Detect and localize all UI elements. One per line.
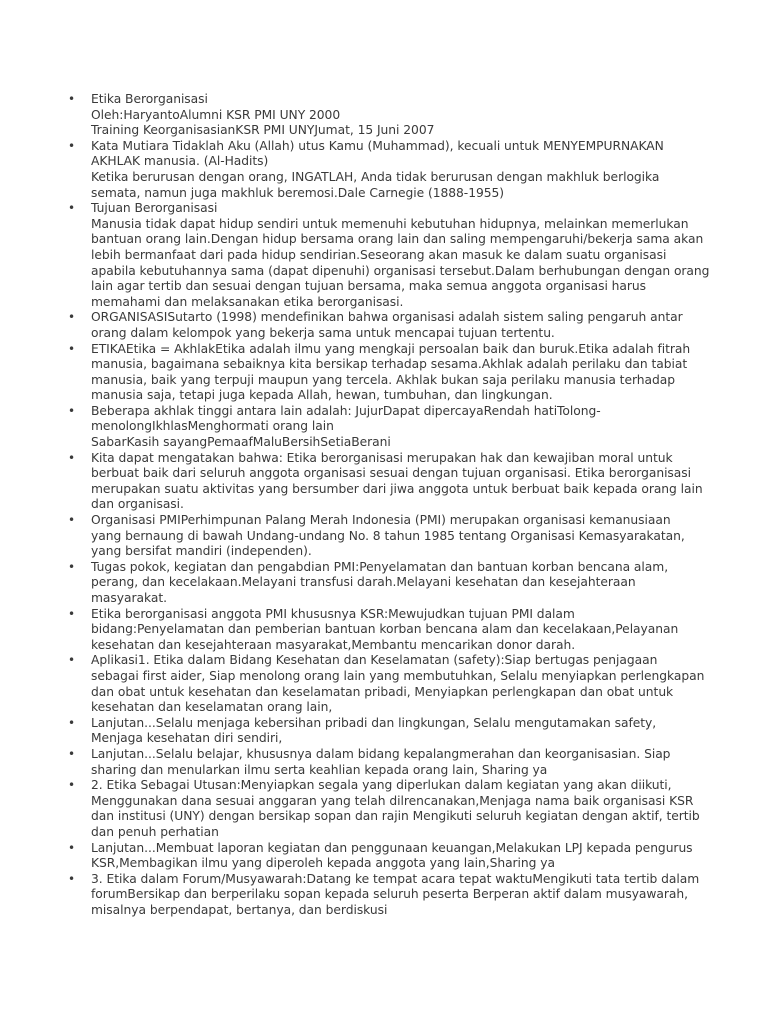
text-line: yang bersifat mandiri (independen).	[91, 544, 312, 559]
bullet-icon: •	[68, 840, 76, 855]
text-line: Lanjutan...Selalu belajar, khususnya dalam bidang kepalangmerahan dan keorganisasian. Siap	[91, 746, 671, 761]
text-line: Oleh:HaryantoAlumni KSR PMI UNY 2000	[91, 107, 341, 122]
text-line: 2. Etika Sebagai Utusan:Menyiapkan segala yang diperlukan dalam kegiatan yang akan diikuti,	[91, 778, 672, 793]
bullet-icon: •	[68, 450, 76, 465]
bullet-icon: •	[68, 559, 76, 574]
text-line: lain agar tertib dan sesuai dengan tujuan bersama, maka semua anggota organisasi harus	[91, 279, 647, 294]
text-line: Menggunakan dana sesuai anggaran yang telah dilrencanakan,Menjaga nama baik organisasi KSR	[91, 793, 694, 808]
bullet-icon: •	[68, 310, 76, 325]
text-line: Tujuan Berorganisasi	[91, 201, 218, 216]
list-item	[68, 92, 671, 139]
text-line: dan organisasi.	[91, 497, 184, 512]
text-line: KSR,Membagikan ilmu yang diperoleh kepada anggota yang lain,Sharing ya	[91, 856, 555, 871]
bullet-icon: •	[68, 138, 76, 153]
text-line: merupakan suatu aktivitas yang bersumber dari jiwa anggota untuk berbuat baik kepada orang lain	[91, 481, 703, 496]
bullet-icon: •	[68, 871, 76, 886]
list-item	[68, 840, 693, 872]
text-line: kesehatan dan kesejahteraan masyarakat,Membantu mencarikan donor darah.	[91, 637, 576, 652]
bullet-icon: •	[68, 92, 76, 106]
text-line: AKHLAK manusia. (Al-Hadits)	[91, 154, 269, 169]
text-line: Menjaga kesehatan diri sendiri,	[91, 731, 283, 746]
text-line: dan obat untuk kesehatan dan keselamatan pribadi, Menyiapkan perlengkapan dan obat untuk	[91, 684, 674, 699]
text-line: Kata Mutiara Tidaklah Aku (Allah) utus Kamu (Muhammad), kecuali untuk MENYEMPURNAKAN	[91, 138, 664, 153]
document-page	[0, 92, 768, 918]
text-line: sharing dan menularkan ilmu serta keahlian kepada orang lain, Sharing ya	[91, 762, 548, 777]
text-line: perang, dan kecelakaan.Melayani transfusi darah.Melayani kesehatan dan kesejahteraan	[91, 575, 636, 590]
bullet-icon: •	[68, 653, 76, 668]
bullet-list	[0, 92, 710, 918]
text-line: 3. Etika dalam Forum/Musyawarah:Datang ke tempat acara tepat waktuMengikuti tata tertib dalam	[91, 871, 700, 886]
list-item	[68, 201, 710, 310]
text-line: SabarKasih sayangPemaafMaluBersihSetiaBerani	[91, 435, 391, 450]
text-line: manusia saja, tetapi juga kepada Allah, hewan, tumbuhan, dan lingkungan.	[91, 388, 553, 403]
text-line: ETIKAEtika = AkhlakEtika adalah ilmu yang mengkaji persoalan baik dan buruk.Etika adalah fitrah	[91, 341, 691, 356]
text-line: manusia, baik yang terpuji maupun yang tercela. Akhlak bukan saja perilaku manusia terhadap	[91, 372, 675, 387]
text-line: manusia, bagaimana sebaiknya kita bersikap terhadap sesama.Akhlak adalah perilaku dan tabiat	[91, 357, 688, 372]
bullet-icon: •	[68, 606, 76, 621]
bullet-icon: •	[68, 403, 76, 418]
text-line: Organisasi PMIPerhimpunan Palang Merah Indonesia (PMI) merupakan organisasi kemanusiaan	[91, 513, 671, 528]
text-line: Lanjutan...Membuat laporan kegiatan dan penggunaan keuangan,Melakukan LPJ kepada pengurus	[91, 840, 693, 855]
list-item	[68, 559, 671, 607]
list-item	[68, 653, 705, 715]
text-line: Kita dapat mengatakan bahwa: Etika berorganisasi merupakan hak dan kewajiban moral untuk	[91, 450, 673, 465]
text-line: Aplikasi1. Etika dalam Bidang Kesehatan dan Keselamatan (safety):Siap bertugas penjagaan	[91, 653, 658, 668]
text-line: menolongIkhlasMenghormati orang lain	[91, 419, 334, 434]
text-line: bidang:Penyelamatan dan pemberian bantuan korban bencana alam dan kecelakaan,Pelayanan	[91, 622, 679, 637]
text-line: Beberapa akhlak tinggi antara lain adalah: JujurDapat dipercayaRendah hatiTolong-	[91, 403, 601, 418]
bullet-icon: •	[68, 715, 76, 730]
bullet-icon: •	[68, 746, 76, 761]
text-line: apabila kebutuhannya sama (dapat dipenuhi) organisasi tersebut.Dalam berhubungan dengan orang	[91, 263, 710, 278]
text-line: orang dalam kelompok yang bekerja sama untuk mencapai tujuan tertentu.	[91, 325, 555, 340]
text-line: Etika berorganisasi anggota PMI khususnya KSR:Mewujudkan tujuan PMI dalam	[91, 606, 575, 621]
list-item	[68, 403, 671, 451]
text-line: bantuan orang lain.Dengan hidup bersama orang lain dan saling mempengaruhi/bekerja sama akan	[91, 232, 704, 247]
list-item	[68, 871, 700, 919]
list-item	[68, 778, 700, 840]
list-item	[68, 341, 691, 404]
text-line: Training KeorganisasianKSR PMI UNYJumat, 15 Juni 2007	[91, 123, 435, 138]
text-line: yang bernaung di bawah Undang-undang No. 8 tahun 1985 tentang Organisasi Kemasyarakatan,	[91, 528, 685, 543]
text-line: ORGANISASISutarto (1998) mendefinikan bahwa organisasi adalah sistem saling pengaruh antar	[91, 310, 683, 325]
text-line: Ketika berurusan dengan orang, INGATLAH, Anda tidak berurusan dengan makhluk berlogika	[91, 169, 660, 184]
bullet-icon: •	[68, 341, 76, 356]
text-line: dan penuh perhatian	[91, 824, 219, 839]
bullet-icon: •	[68, 513, 76, 528]
text-line: masyarakat.	[91, 591, 167, 605]
list-item	[68, 606, 679, 654]
list-item	[68, 450, 703, 513]
list-item	[68, 310, 683, 341]
text-line: memahami dan melaksanakan etika berorganisasi.	[91, 294, 404, 309]
text-line: dan institusi (UNY) dengan bersikap sopan dan rajin Mengikuti seluruh kegiatan dengan aktif, tertib	[91, 809, 700, 824]
text-line: berbuat baik dari seluruh anggota organisasi sesuai dengan tujuan organisasi. Etika berorganisasi	[91, 466, 691, 481]
text-line: Lanjutan...Selalu menjaga kebersihan pribadi dan lingkungan, Selalu mengutamakan safety,	[91, 715, 657, 730]
text-line: sebagai first aider, Siap menolong orang lain yang membutuhkan, Selalu menyiapkan perlengkapan	[91, 668, 705, 683]
text-line: kesehatan dan keselamatan orang lain,	[91, 700, 333, 715]
text-line: Etika Berorganisasi	[91, 92, 208, 106]
text-line: Manusia tidak dapat hidup sendiri untuk memenuhi kebutuhan hidupnya, melainkan memerlukan	[91, 216, 689, 231]
list-item	[68, 138, 671, 201]
bullet-icon: •	[68, 778, 76, 793]
list-item	[68, 513, 685, 560]
text-line: forumBersikap dan berperilaku sopan kepada seluruh peserta Berperan aktif dalam musyawarah,	[91, 887, 689, 902]
text-line: Tugas pokok, kegiatan dan pengabdian PMI:Penyelamatan dan bantuan korban bencana alam,	[91, 559, 669, 574]
bullet-icon: •	[68, 201, 76, 216]
text-line: misalnya berpendapat, bertanya, dan berdiskusi	[91, 902, 388, 917]
text-line: semata, namun juga makhluk beremosi.Dale Carnegie (1888-1955)	[91, 185, 505, 200]
list-item	[68, 746, 671, 778]
text-line: lebih bermanfaat dari pada hidup sendirian.Seseorang akan masuk ke dalam suatu organisasi	[91, 247, 667, 262]
list-item	[68, 715, 671, 747]
